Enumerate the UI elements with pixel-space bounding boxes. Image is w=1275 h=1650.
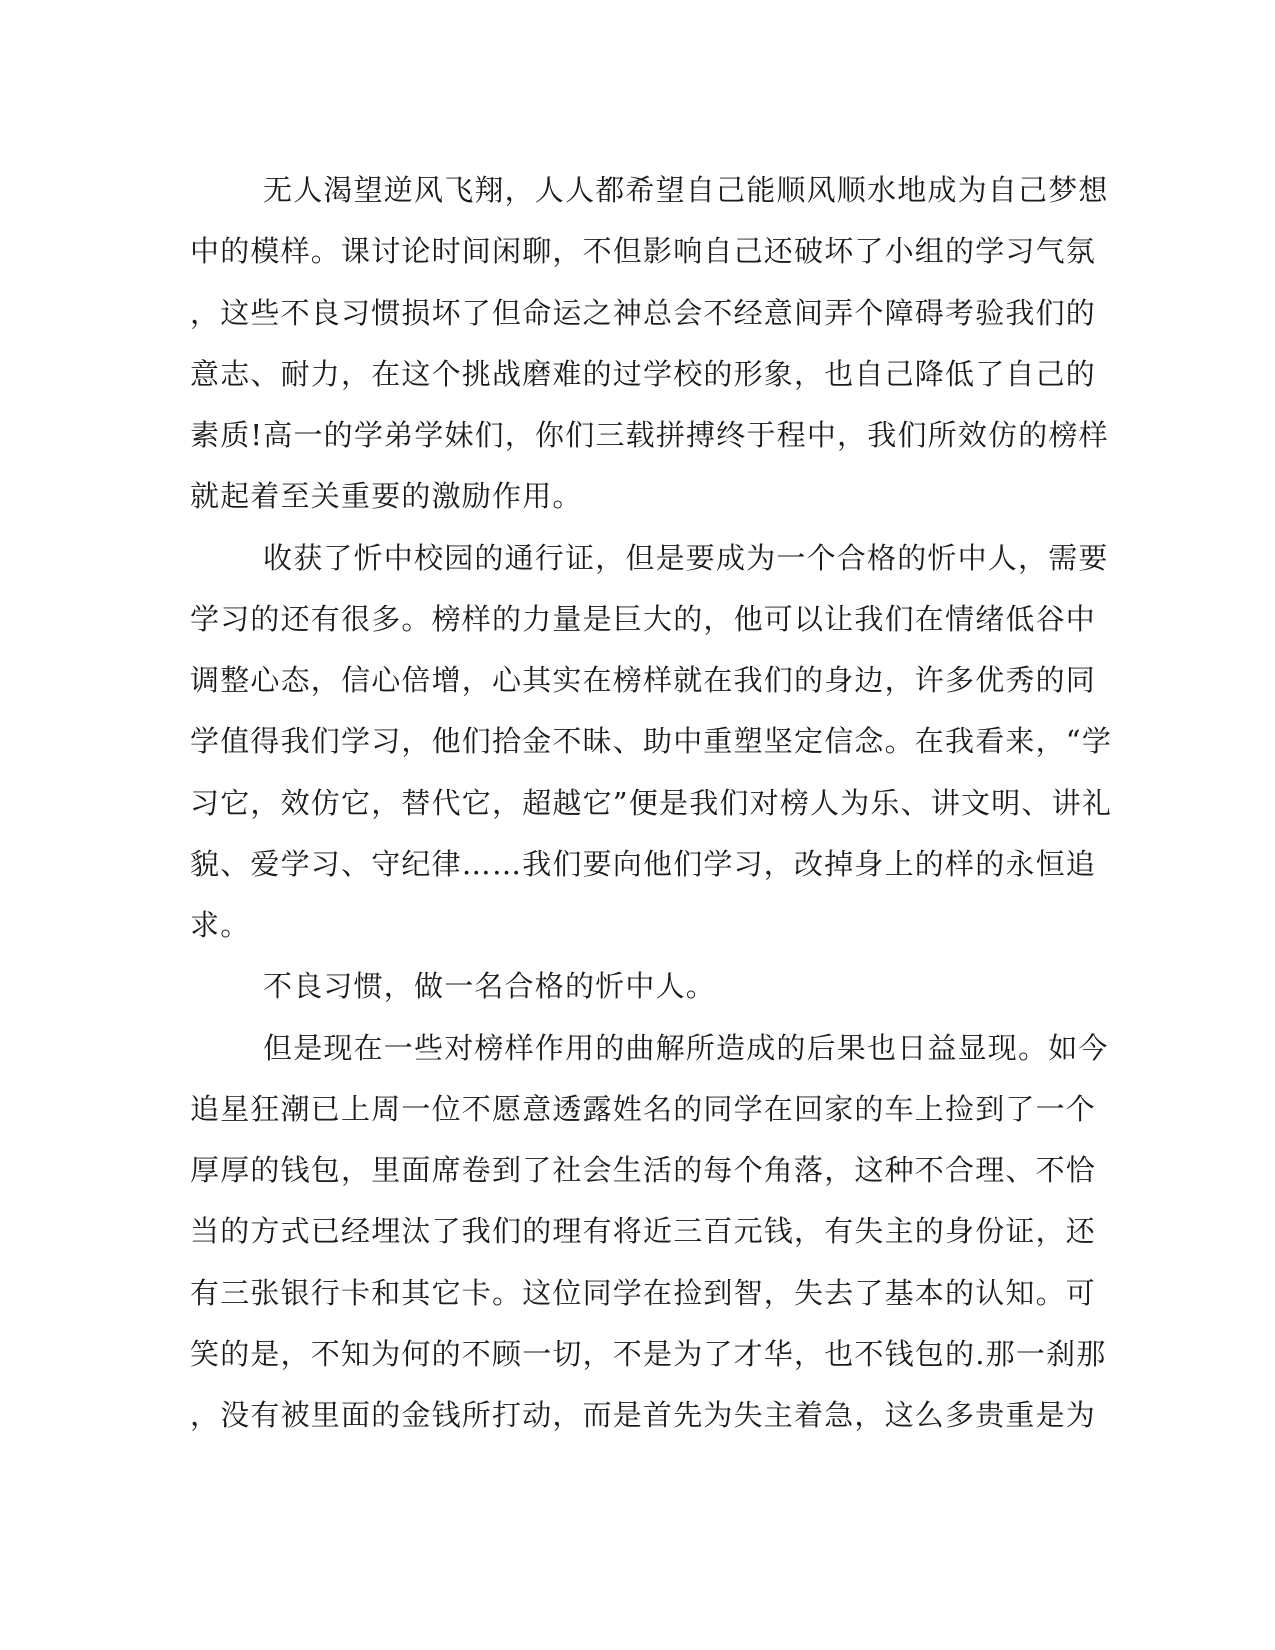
text-line: 不良习惯，做一名合格的忻中人。 <box>263 969 717 1004</box>
text-line: 收获了忻中校园的通行证，但是要成为一个合格的忻中人，需要 <box>263 540 1109 575</box>
text-line: ，没有被里面的金钱所打动，而是首先为失主着急，这么多贵重是为 <box>190 1398 1097 1432</box>
body-text <box>190 160 1113 1446</box>
text-line: 就起着至关重要的激励作用。 <box>190 479 583 514</box>
text-line: 有三张银行卡和其它卡。这位同学在捡到智，失去了基本的认知。可 <box>190 1275 1097 1310</box>
text-line: ，这些不良习惯损坏了但命运之神总会不经意间弄个障碍考验我们的 <box>190 295 1097 330</box>
text-line: 无人渴望逆风飞翔，人人都希望自己能顺风顺水地成为自己梦想 <box>263 173 1109 207</box>
text-line: 意志、耐力，在这个挑战磨难的过学校的形象，也自己降低了自己的 <box>190 356 1097 391</box>
text-line: 笑的是，不知为何的不顾一切，不是为了才华，也不钱包的.那一刹那 <box>190 1336 1107 1371</box>
text-line: 求。 <box>190 908 251 942</box>
text-line: 中的模样。课讨论时间闲聊，不但影响自己还破坏了小组的学习气氛 <box>190 234 1097 269</box>
text-line: 素质!高一的学弟学妹们，你们三载拼搏终于程中，我们所效仿的榜样 <box>190 418 1109 452</box>
text-line: 习它，效仿它，替代它，超越它”便是我们对榜人为乐、讲文明、讲礼 <box>190 785 1113 820</box>
text-line: 当的方式已经埋汰了我们的理有将近三百元钱，有失主的身份证，还 <box>190 1214 1097 1249</box>
text-line: 貌、爱学习、守纪律……我们要向他们学习，改掉身上的样的永恒追 <box>190 846 1097 881</box>
text-line: 调整心态，信心倍增，心其实在榜样就在我们的身边，许多优秀的同 <box>190 663 1097 697</box>
text-line: 学习的还有很多。榜样的力量是巨大的，他可以让我们在情绪低谷中 <box>190 601 1097 636</box>
text-line: 追星狂潮已上周一位不愿意透露姓名的同学在回家的车上捡到了一个 <box>190 1091 1097 1126</box>
text-line: 学值得我们学习，他们拾金不昧、助中重塑坚定信念。在我看来，“学 <box>190 724 1113 759</box>
text-line: 但是现在一些对榜样作用的曲解所造成的后果也日益显现。如今 <box>263 1030 1109 1065</box>
text-line: 厚厚的钱包，里面席卷到了社会生活的每个角落，这种不合理、不恰 <box>190 1153 1097 1187</box>
